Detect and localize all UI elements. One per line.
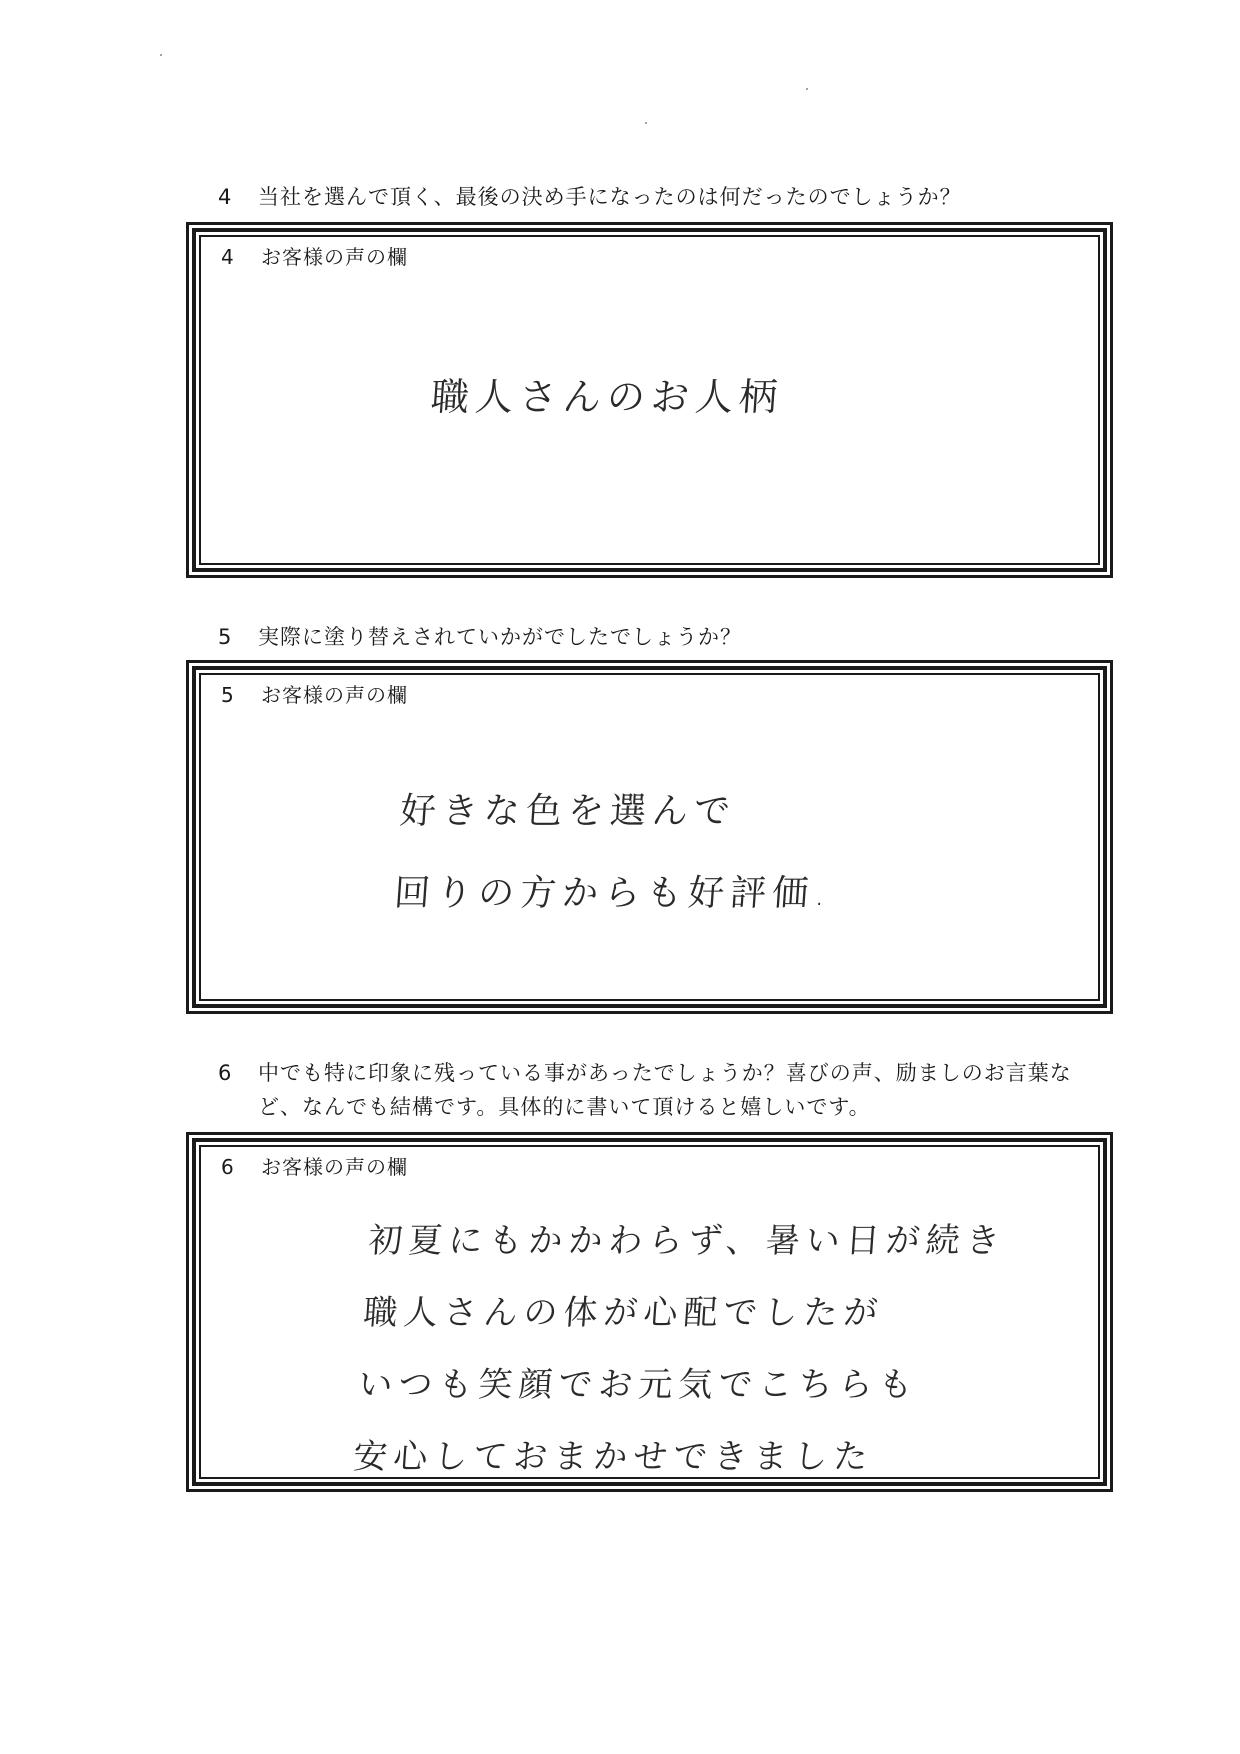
voice-box-4 — [186, 222, 1113, 578]
handwritten-answer — [429, 369, 785, 425]
box-label-text: お客様の声の欄 — [261, 683, 408, 707]
question-text-line: ど、なんでも結構です。具体的に書いて頂けると嬉しいです。 — [258, 1095, 871, 1119]
handwritten-answer — [351, 1205, 1008, 1493]
question-number: 6 — [218, 1061, 233, 1085]
answer-line: 職人さんのお人柄 — [429, 375, 785, 419]
question-text: 実際に塗り替えされていかがでしたでしょうか？ — [258, 625, 742, 649]
question-4 — [218, 180, 1098, 214]
question-text: 当社を選んで頂く、最後の決め手になったのは何だったのでしょうか？ — [258, 185, 962, 209]
scan-speck — [645, 122, 647, 124]
box-label-number: 5 — [221, 683, 235, 707]
scan-speck — [160, 54, 162, 56]
question-number: 5 — [218, 625, 233, 649]
voice-box-6 — [186, 1132, 1113, 1492]
box-label-number: 6 — [221, 1155, 235, 1179]
answer-line: 安心しておまかせできました — [352, 1437, 875, 1477]
box-label-number: 4 — [221, 245, 235, 269]
answer-line: 好きな色を選んで — [398, 791, 738, 832]
answer-line: 職人さんの体が心配でしたが — [362, 1293, 885, 1333]
handwritten-answer — [391, 771, 840, 935]
question-6 — [218, 1056, 1098, 1124]
box-label — [221, 241, 408, 270]
box-label — [221, 679, 408, 708]
question-number: 4 — [218, 185, 233, 209]
answer-line: いつも笑顔でお元気でこちらも — [357, 1365, 920, 1405]
voice-box-5 — [186, 660, 1113, 1014]
question-5 — [218, 620, 1098, 654]
box-label-text: お客様の声の欄 — [261, 245, 408, 269]
box-label — [221, 1151, 408, 1180]
answer-line: 初夏にもかかわらず、暑い日が続き — [367, 1221, 1008, 1261]
answer-line: 回りの方からも好評価. — [392, 873, 834, 914]
scan-speck — [806, 88, 808, 90]
box-label-text: お客様の声の欄 — [261, 1155, 408, 1179]
question-text-line: 中でも特に印象に残っている事があったでしょうか？喜びの声、励ましのお言葉な — [258, 1061, 1072, 1085]
